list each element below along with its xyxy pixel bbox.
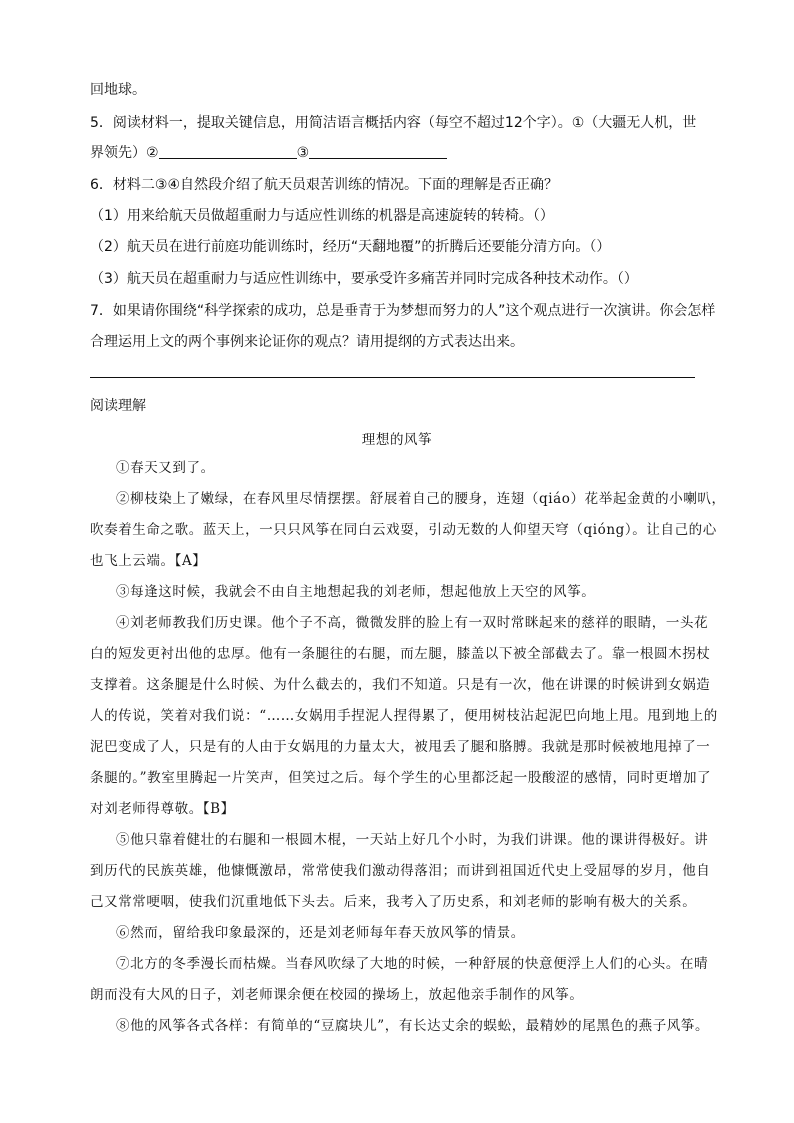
question-5-prefix: 界领先）② [90, 145, 159, 161]
passage-line: 泥巴变成了人，只是有的人由于女娲甩的力量太大，被甩丢了腿和胳膊。我就是那时候被地甩掉了一 [90, 739, 711, 755]
passage-line: ⑤他只靠着健壮的右腿和一根圆木棍，一天站上好几个小时，为我们讲课。他的课讲得极好。讲 [116, 832, 709, 848]
question-5-marker-3: ③ [296, 145, 310, 161]
passage-line: ④刘老师教我们历史课。他个子不高，微微发胖的脸上有一双时常眯起来的慈祥的眼睛，一头花 [116, 615, 709, 631]
passage-line: ②柳枝染上了嫩绿，在春风里尽情摆摆。舒展着自己的腰身，连翅（qiáo）花举起金黄的小喇叭， [116, 491, 726, 507]
passage-line: 白的短发更衬出他的忠厚。他有一条腿往的右腿，而左腿，膝盖以下被全部截去了。靠一根圆木拐杖 [90, 646, 711, 662]
question-5-line-1: 5．阅读材料一，提取关键信息，用简洁语言概括内容（每空不超过12个字）。①（大疆无人机，世 [90, 115, 697, 131]
passage-line: ①春天又到了。 [116, 460, 215, 476]
passage-title: 理想的风筝 [361, 432, 433, 448]
previous-text-tail: 回地球。 [90, 82, 146, 98]
answer-line[interactable] [90, 377, 695, 378]
answer-blank-2[interactable] [159, 144, 297, 159]
passage-line: ③每逢这时候，我就会不由自主地想起我的刘老师，想起他放上天空的风筝。 [116, 584, 596, 600]
passage-line: ⑦北方的冬季漫长而枯燥。当春风吹绿了大地的时候，一种舒展的快意便浮上人们的心头。在晴 [116, 956, 709, 972]
passage-line: 支撑着。这条腿是什么时候、为什么截去的，我们不知道。只是有一次，他在讲课的时候讲到女娲造 [90, 677, 711, 693]
answer-blank-3[interactable] [309, 144, 447, 159]
passage-line: 到历代的民族英雄，他慷慨激昂，常常使我们激动得落泪；而讲到祖国近代史上受屈辱的岁月，他自 [90, 863, 711, 879]
question-6-stem: 6．材料二③④自然段介绍了航天员艰苦训练的情况。下面的理解是否正确？ [90, 177, 559, 193]
passage-line: 朗而没有大风的日子，刘老师课余便在校园的操场上，放起他亲手制作的风筝。 [90, 987, 584, 1003]
question-6-item-3: （3）航天员在超重耐力与适应性训练中，要承受许多痛苦并同时完成各种技术动作。（） [90, 271, 638, 287]
passage-line: 己又常常哽咽，使我们沉重地低下头去。后来，我考入了历史系，和刘老师的影响有极大的关系。 [90, 894, 697, 910]
passage-line: 对刘老师得尊敬。【B】 [90, 801, 235, 817]
passage-line: 条腿的。”教室里腾起一片笑声，但笑过之后。每个学生的心里都泛起一股酸涩的感情，同时更增加了 [90, 770, 712, 786]
passage-line: ⑥然而，留给我印象最深的，还是刘老师每年春天放风筝的情景。 [116, 925, 525, 941]
passage-line: ⑧他的风筝各式各样：有简单的“豆腐块儿”，有长达丈余的蜈蚣，最精妙的尾黑色的燕子风筝。 [116, 1018, 710, 1034]
question-6-item-1: （1）用来给航天员做超重耐力与适应性训练的机器是高速旋转的转椅。（） [90, 208, 554, 224]
passage-line: 人的传说，笑着对我们说：“……女娲用手捏泥人捏得累了，便用树枝沾起泥巴向地上甩。甩到地上的 [90, 708, 718, 724]
passage-line: 也飞上云端。【A】 [90, 553, 207, 569]
question-7-line-1: 7．如果请你围绕“科学探索的成功，总是垂青于为梦想而努力的人”这个观点进行一次演讲。你会怎样 [90, 303, 716, 319]
question-6-item-2: （2）航天员在进行前庭功能训练时，经历“天翻地覆”的折腾后还要能分清方向。（） [90, 239, 611, 255]
section-label: 阅读理解 [90, 398, 146, 414]
passage-line: 吹奏着生命之歌。蓝天上，一只只风筝在同白云戏耍，引动无数的人仰望天穹（qióng）。让自己的心 [90, 522, 717, 538]
question-5-line-2 [90, 144, 447, 162]
question-7-line-2: 合理运用上文的两个事例来论证你的观点？请用提纲的方式表达出来。 [90, 334, 524, 350]
